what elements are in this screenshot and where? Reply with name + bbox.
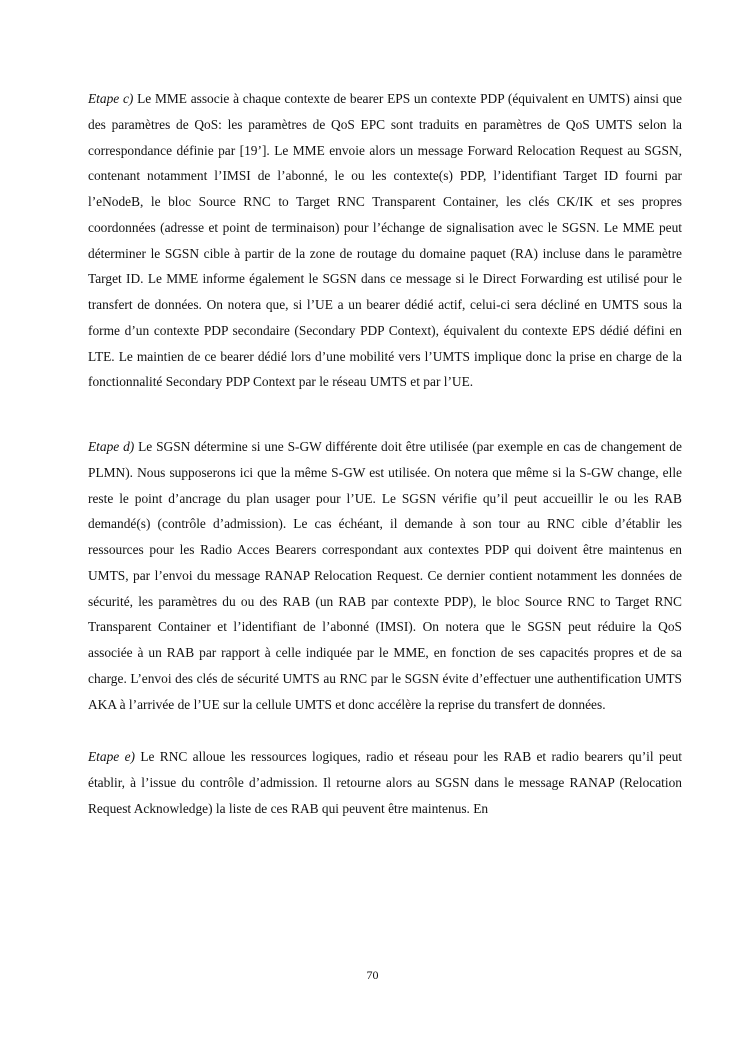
step-label-c: Etape c) [88, 91, 134, 106]
document-body [88, 86, 682, 822]
paragraph-text-c: Le MME associe à chaque contexte de bearer EPS un contexte PDP (équivalent en UMTS) ainsi que des paramètres de QoS: les paramètres de QoS EPC sont traduits en paramètres de QoS UMTS selon la correspondance définie par [19’]. Le MME envoie alors un message Forward Relocation Request au SGSN, contenant notamment l’IMSI de l’abonné, le ou les contexte(s) PDP, l’identifiant Target ID fourni par l’eNodeB, le bloc Source RNC to Target RNC Transparent Container, les clés CK/IK et ses propres coordonnées (adresse et point de terminaison) pour l’échange de signalisation avec le SGSN. Le MME peut déterminer le SGSN cible à partir de la zone de routage du domaine paquet (RA) incluse dans le paramètre Target ID. Le MME informe également le SGSN dans ce message si le Direct Forwarding est utilisé pour le transfert de données. On notera que, si l’UE a un bearer dédié actif, celui-ci sera décliné en UMTS sous la forme d’un contexte PDP secondaire (Secondary PDP Context), équivalent du contexte EPS dédié défini en LTE. Le maintien de ce bearer dédié lors d’une mobilité vers l’UMTS implique donc la prise en charge de la fonctionnalité Secondary PDP Context par le réseau UMTS et par l’UE. [88, 91, 682, 390]
paragraph-text-d: Le SGSN détermine si une S-GW différente doit être utilisée (par exemple en cas de changement de PLMN). Nous supposerons ici que la même S-GW est utilisée. On notera que même si la S-GW change, elle reste le point d’ancrage du plan usager pour l’UE. Le SGSN vérifie qu’il peut accueillir le ou les RAB demandé(s) (contrôle d’admission). Le cas échéant, il demande à son tour au RNC cible d’établir les ressources pour les Radio Acces Bearers correspondant aux contextes PDP qui doivent être maintenus en UMTS, par l’envoi du message RANAP Relocation Request. Ce dernier contient notamment les données de sécurité, les paramètres du ou des RAB (un RAB par contexte PDP), le bloc Source RNC to Target RNC Transparent Container et l’identifiant de l’abonné (IMSI). On notera que le SGSN peut réduire la QoS associée à un RAB par rapport à celle indiquée par le MME, en fonction de ses capacités propres et de sa charge. L’envoi des clés de sécurité UMTS au RNC par le SGSN évite d’effectuer une authentification UMTS AKA à l’arrivée de l’UE sur la cellule UMTS et donc accélère la reprise du transfert de données. [88, 439, 682, 712]
paragraph-etape-d [88, 434, 682, 717]
paragraph-text-e: Le RNC alloue les ressources logiques, radio et réseau pour les RAB et radio bearers qu’il peut établir, à l’issue du contrôle d’admission. Il retourne alors au SGSN dans le message RANAP (Relocation Request Acknowledge) la liste de ces RAB qui peuvent être maintenus. En [88, 749, 683, 816]
paragraph-etape-e [88, 744, 682, 821]
step-label-d: Etape d) [88, 439, 135, 454]
step-label-e: Etape e) [88, 749, 135, 765]
page-number: 70 [366, 968, 379, 982]
paragraph-etape-c [88, 86, 682, 395]
